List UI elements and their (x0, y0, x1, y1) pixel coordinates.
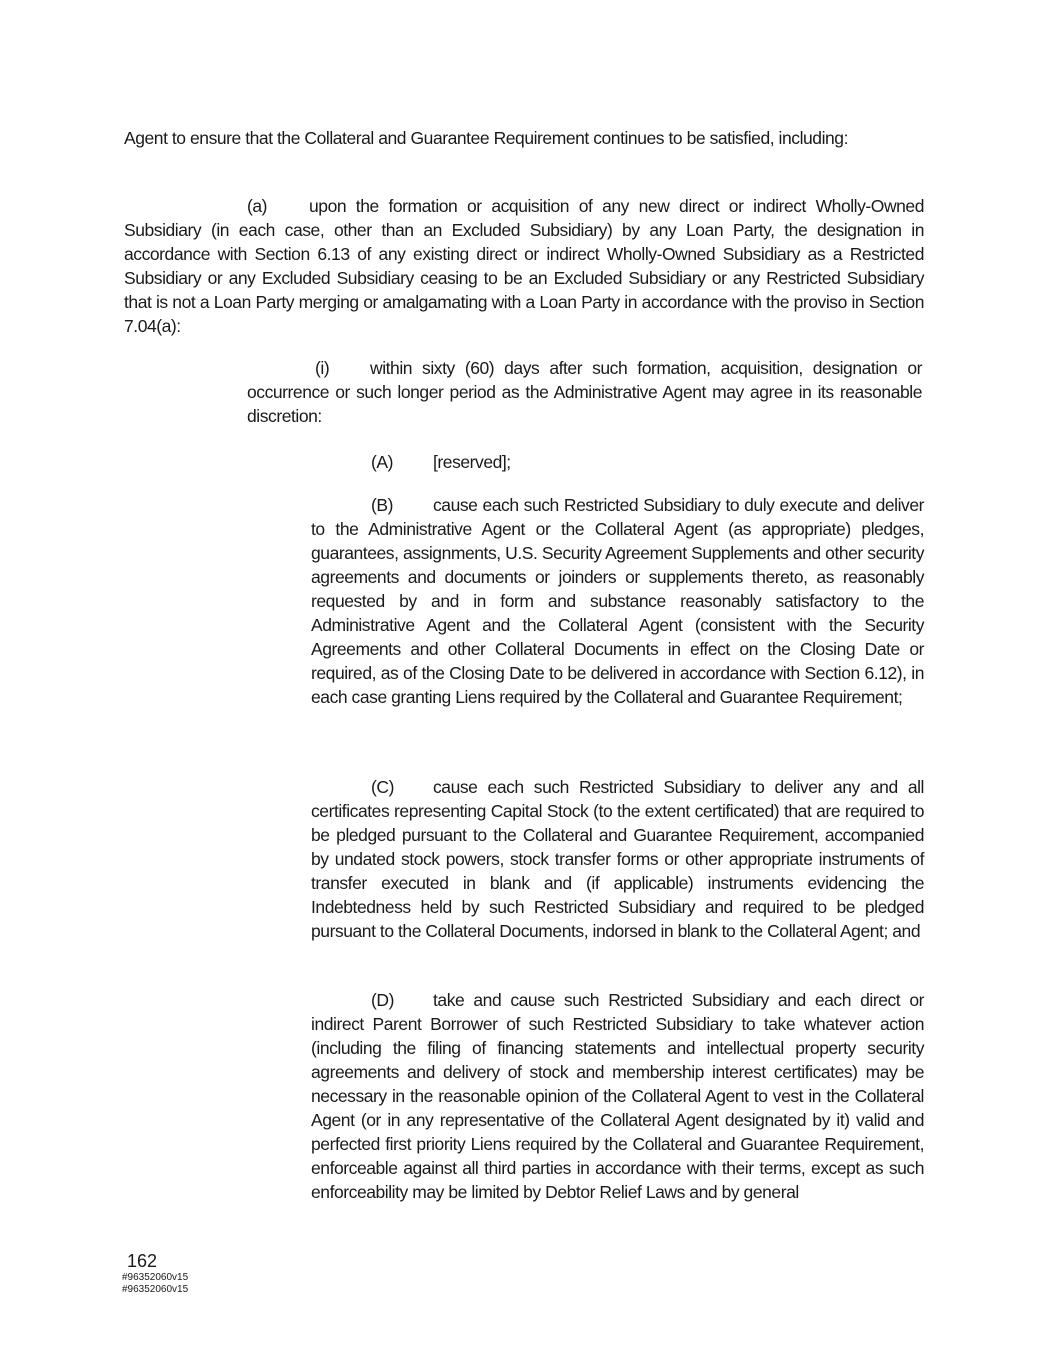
clause-i-text: within sixty (60) days after such formation, acquisition, designation or occurrence or such longer period as the Administrative Agent may agree in its reasonable discretion: (247, 358, 922, 426)
page-footer (122, 1250, 188, 1296)
clause-i-label: (i) (315, 358, 330, 378)
intro-text: Agent to ensure that the Collateral and Guarantee Requirement continues to be satisfied, including: (124, 128, 848, 148)
clause-A-paragraph (311, 450, 924, 474)
document-id-duplicate: #96352060v15 (122, 1284, 189, 1295)
clause-a-paragraph (124, 194, 924, 338)
document-id: #96352060v15 (122, 1272, 189, 1283)
clause-C-label: (C) (371, 777, 394, 797)
clause-a-text: upon the formation or acquisition of any new direct or indirect Wholly-Owned Subsidiary (in each case, other than an Excluded Subsidiary) by any Loan Party, the designation in accordance with Section 6.13 of any existing direct or indirect Wholly-Owned Subsidiary as a Restricted Subsidiary or any Excluded Subsidiary ceasing to be an Excluded Subsidiary or any Restricted Subsidiary that is not a Loan Party merging or amalgamating with a Loan Party in accordance with the proviso in Section 7.04(a): (124, 196, 924, 336)
clause-D-text: take and cause such Restricted Subsidiary and each direct or indirect Parent Borrower of such Restricted Subsidiary to take whatever action (including the filing of financing statements and intellectual property security agreements and delivery of stock and membership interest certificates) may be necessary in the reasonable opinion of the Collateral Agent to vest in the Collateral Agent (or in any representative of the Collateral Agent designated by it) valid and perfected first priority Liens required by the Collateral and Guarantee Requirement, enforceable against all third parties in accordance with their terms, except as such enforceability may be limited by Debtor Relief Laws and by general (311, 990, 924, 1202)
clause-A-label: (A) (371, 452, 393, 472)
clause-i-paragraph (247, 356, 922, 428)
clause-a-label: (a) (247, 196, 268, 216)
clause-A-text: [reserved]; (433, 452, 511, 472)
page-number: 162 (127, 1251, 158, 1271)
clause-C-text: cause each such Restricted Subsidiary to deliver any and all certificates representing Capital Stock (to the extent certificated) that are required to be pledged pursuant to the Collateral and Guarantee Requirement, accompanied by undated stock powers, stock transfer forms or other appropriate instruments of transfer executed in blank and (if applicable) instruments evidencing the Indebtedness held by such Restricted Subsidiary and required to be pledged pursuant to the Collateral Documents, indorsed in blank to the Collateral Agent; and (311, 777, 924, 941)
clause-D-label: (D) (371, 990, 394, 1010)
clause-B-paragraph (311, 493, 924, 709)
intro-paragraph (124, 126, 924, 150)
clause-C-paragraph (311, 775, 924, 943)
clause-D-paragraph (311, 988, 924, 1204)
clause-B-label: (B) (371, 495, 393, 515)
clause-B-text: cause each such Restricted Subsidiary to duly execute and deliver to the Administrative Agent or the Collateral Agent (as appropriate) pledges, guarantees, assignments, U.S. Security Agreement Supplements and other security agreements and documents or joinders or supplements thereto, as reasonably requested by and in form and substance reasonably satisfactory to the Administrative Agent and the Collateral Agent (consistent with the Security Agreements and other Collateral Documents in effect on the Closing Date or required, as of the Closing Date to be delivered in accordance with Section 6.12), in each case granting Liens required by the Collateral and Guarantee Requirement; (311, 495, 924, 707)
